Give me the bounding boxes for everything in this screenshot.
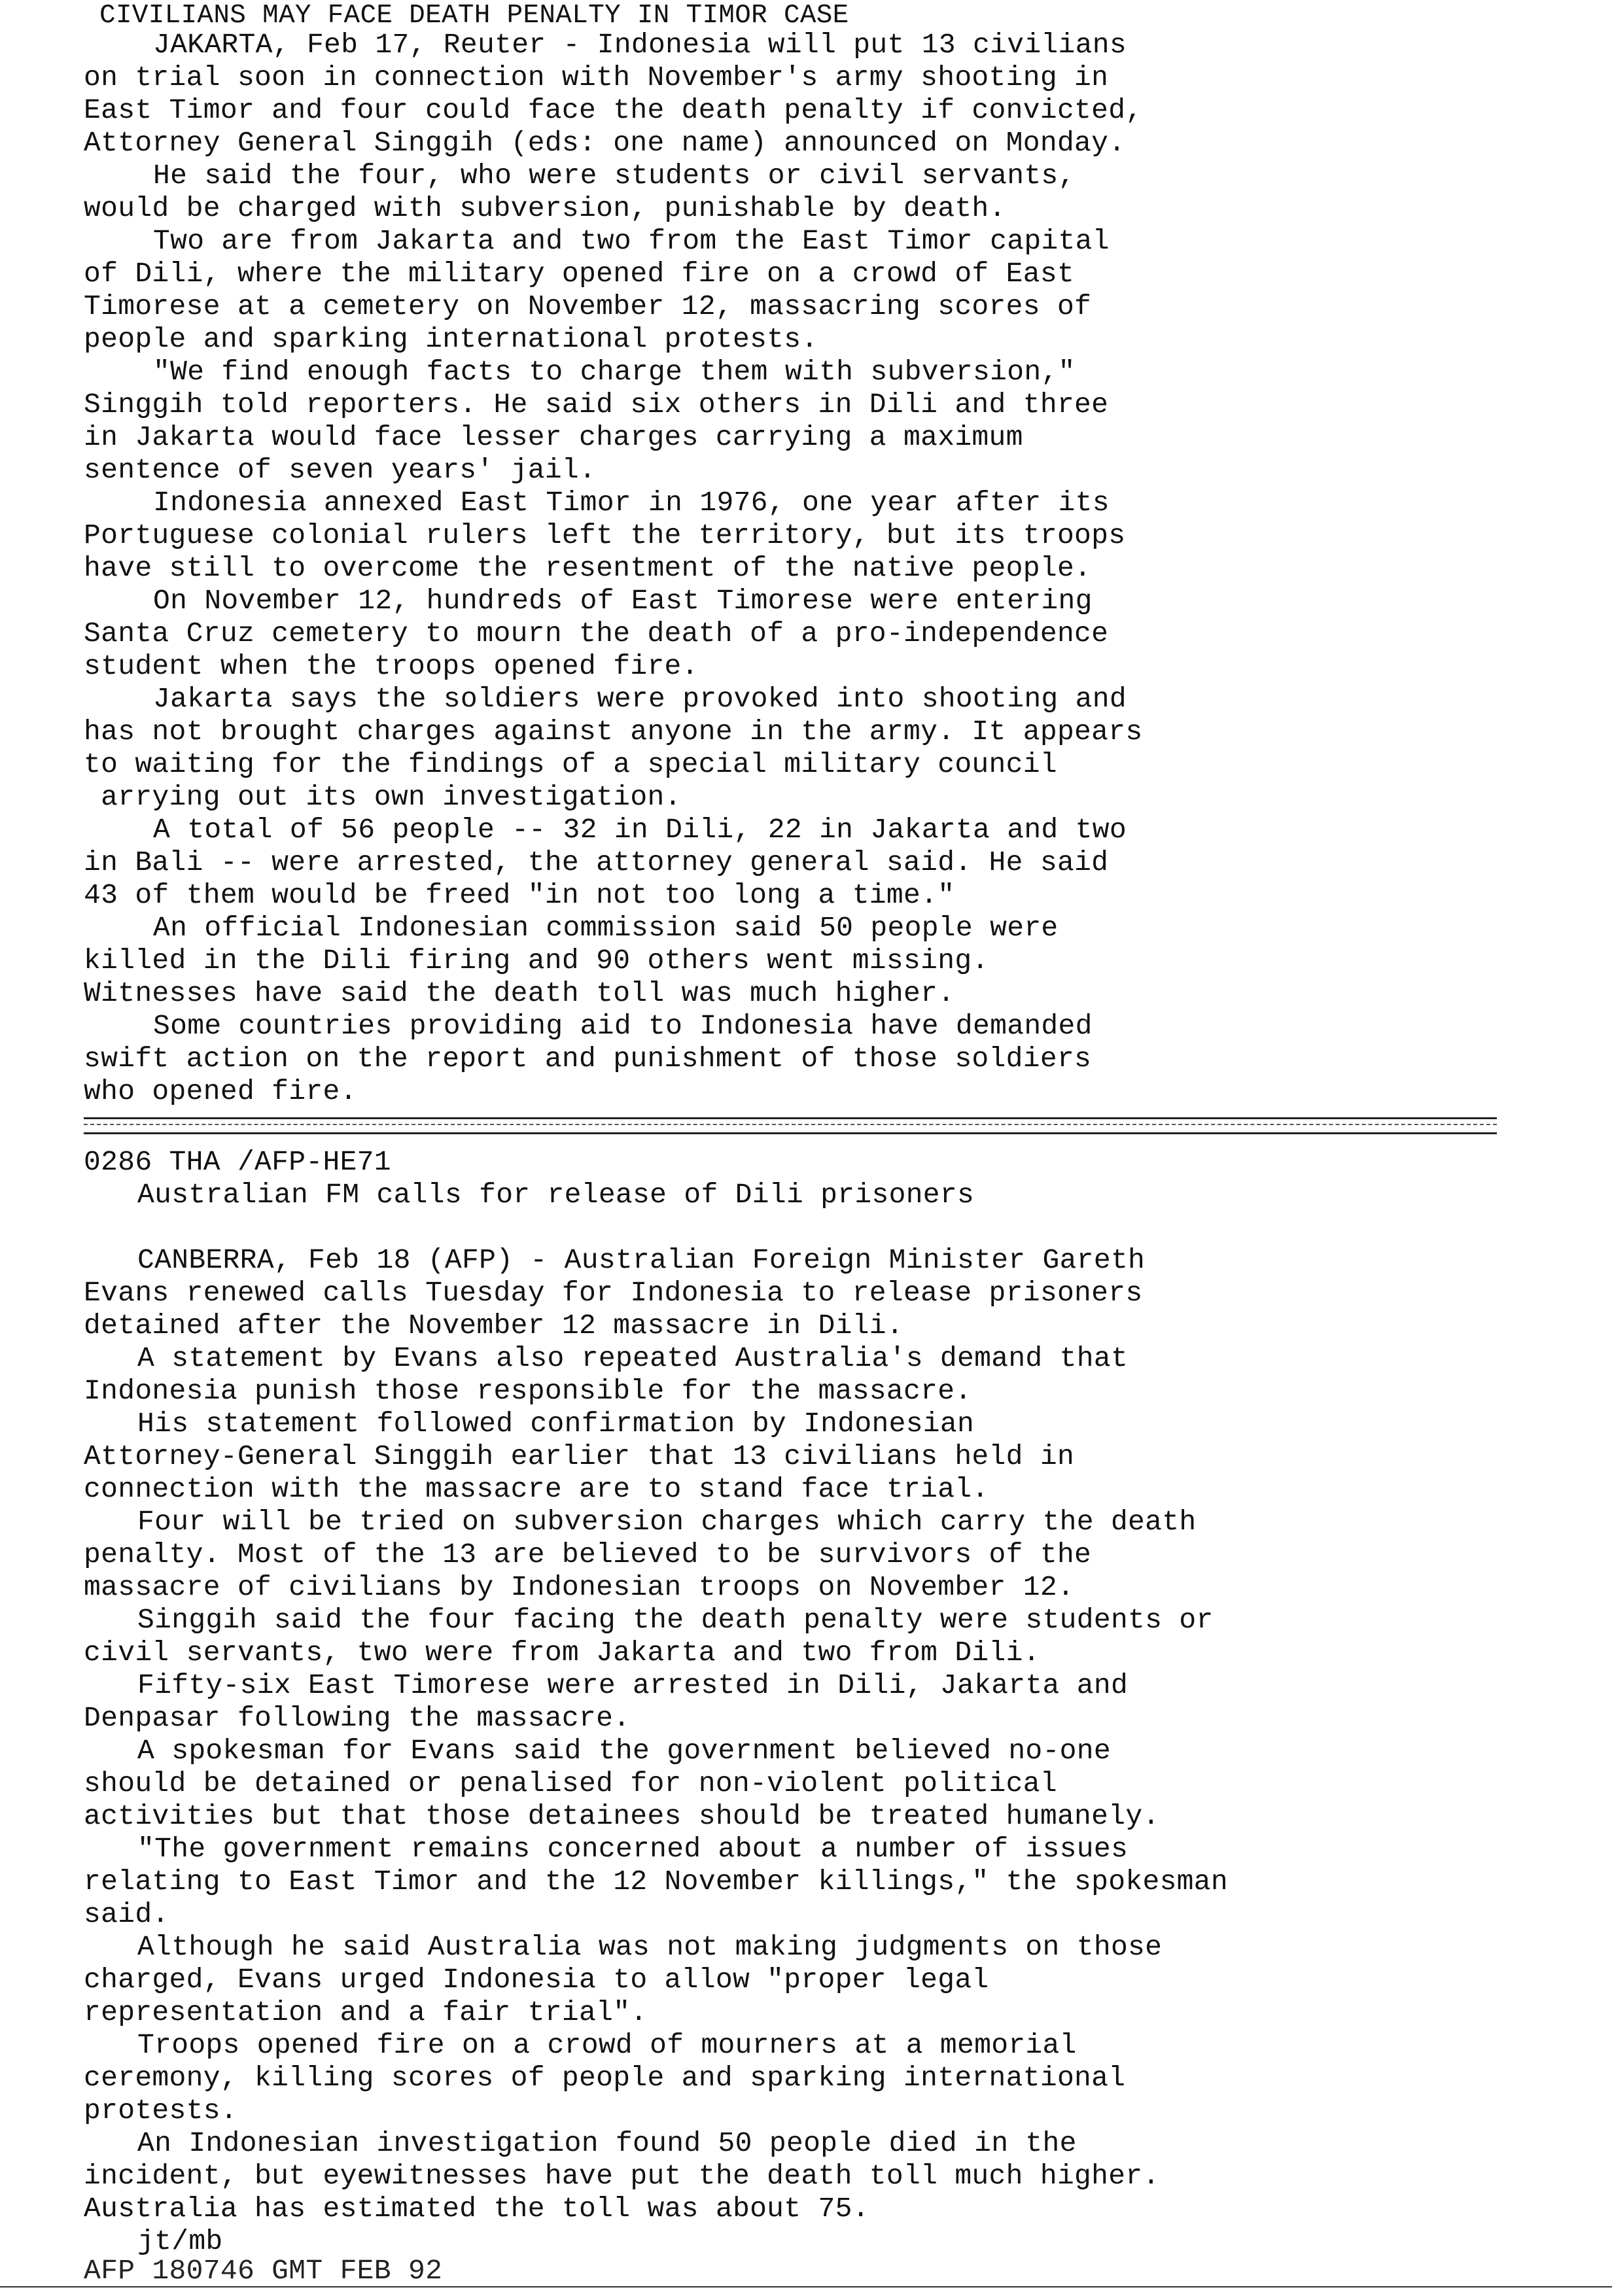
text-line: to waiting for the findings of a special military council [84, 748, 1057, 780]
text-line: Timorese at a cemetery on November 12, massacring scores of [84, 290, 1092, 322]
text-line: Australia has estimated the toll was about 75. [84, 2193, 869, 2225]
text-line: On November 12, hundreds of East Timorese were entering [153, 585, 1093, 617]
text-line: swift action on the report and punishment of those soldiers [84, 1043, 1092, 1075]
text-line: activities but that those detainees should be treated humanely. [84, 1800, 1160, 1832]
text-line: on trial soon in connection with November's army shooting in [84, 61, 1109, 94]
text-line: of Dili, where the military opened fire on a crowd of East [84, 258, 1075, 290]
text-line: Indonesia annexed East Timor in 1976, one year after its [153, 487, 1110, 519]
story-1-body [84, 29, 1142, 1108]
text-line: Singgih said the four facing the death penalty were students or [137, 1604, 1214, 1636]
blank-line [84, 1211, 1228, 1244]
text-line: representation and a fair trial". [84, 1996, 648, 2028]
text-line: An Indonesian investigation found 50 people died in the [137, 2127, 1077, 2159]
text-line: penalty. Most of the 13 are believed to be survivors of the [84, 1539, 1092, 1571]
text-line: has not brought charges against anyone in the army. It appears [84, 716, 1143, 748]
text-line: Some countries providing aid to Indonesia have demanded [153, 1010, 1093, 1042]
text-line: "The government remains concerned about a number of issues [137, 1833, 1129, 1865]
text-line: Two are from Jakarta and two from the East Timor capital [153, 225, 1110, 257]
story-1-headline: CIVILIANS MAY FACE DEATH PENALTY IN TIMOR CASE [99, 1, 849, 31]
text-line: A statement by Evans also repeated Australia's demand that [137, 1342, 1129, 1374]
text-line: said. [84, 1898, 169, 1930]
text-line: JAKARTA, Feb 17, Reuter - Indonesia will put 13 civilians [153, 29, 1127, 61]
text-line: Witnesses have said the death toll was much higher. [84, 977, 955, 1009]
text-line: student when the troops opened fire. [84, 650, 699, 682]
text-line: Santa Cruz cemetery to mourn the death of a pro-independence [84, 617, 1109, 650]
text-line: people and sparking international protests. [84, 323, 818, 355]
text-line: massacre of civilians by Indonesian troops on November 12. [84, 1571, 1075, 1603]
text-line: protests. [84, 2095, 237, 2127]
story-2-body [84, 1244, 1228, 2258]
text-line: civil servants, two were from Jakarta and two from Dili. [84, 1637, 1040, 1669]
wire-footer: AFP 180746 GMT FEB 92 [84, 2255, 443, 2287]
wire-slug: 0286 THA /AFP-HE71 [84, 1146, 391, 1178]
text-line: Four will be tried on subversion charges which carry the death [137, 1506, 1197, 1538]
text-line: He said the four, who were students or civil servants, [153, 160, 1076, 192]
text-line: would be charged with subversion, punishable by death. [84, 192, 1006, 224]
text-line: connection with the massacre are to stand face trial. [84, 1473, 989, 1505]
text-line: A spokesman for Evans said the government believed no-one [137, 1735, 1111, 1767]
bottom-rule [0, 2286, 1612, 2287]
text-line: CANBERRA, Feb 18 (AFP) - Australian Foreign Minister Gareth [137, 1244, 1146, 1276]
text-line: Jakarta says the soldiers were provoked into shooting and [153, 683, 1127, 715]
text-line: Troops opened fire on a crowd of mourners at a memorial [137, 2029, 1077, 2061]
text-line: charged, Evans urged Indonesia to allow "proper legal [84, 1964, 989, 1996]
text-line: Denpasar following the massacre. [84, 1702, 631, 1734]
text-line: Indonesia punish those responsible for the massacre. [84, 1375, 972, 1407]
text-line: Singgih told reporters. He said six others in Dili and three [84, 389, 1109, 421]
text-line: Fifty-six East Timorese were arrested in Dili, Jakarta and [137, 1669, 1129, 1701]
story-2 [84, 1146, 1228, 2287]
text-line: arrying out its own investigation. [84, 781, 682, 813]
text-line: in Bali -- were arrested, the attorney general said. He said [84, 846, 1109, 878]
text-line: Although he said Australia was not making judgments on those [137, 1931, 1163, 1963]
text-line: incident, but eyewitnesses have put the death toll much higher. [84, 2160, 1160, 2192]
text-line: should be detained or penalised for non-violent political [84, 1767, 1057, 1800]
text-line: A total of 56 people -- 32 in Dili, 22 in Jakarta and two [153, 814, 1127, 846]
text-line: sentence of seven years' jail. [84, 454, 597, 486]
text-line: jt/mb [137, 2225, 223, 2257]
text-line: 43 of them would be freed "in not too long a time." [84, 879, 955, 911]
text-line: have still to overcome the resentment of the native people. [84, 552, 1092, 584]
text-line: East Timor and four could face the death penalty if convicted, [84, 94, 1143, 126]
text-line: Attorney-General Singgih earlier that 13 civilians held in [84, 1440, 1075, 1472]
text-line: An official Indonesian commission said 50 people were [153, 912, 1059, 944]
text-line: ceremony, killing scores of people and sparking international [84, 2062, 1126, 2094]
story-separator-rule [84, 1117, 1497, 1134]
text-line: "We find enough facts to charge them with subversion," [153, 356, 1076, 388]
text-line: Evans renewed calls Tuesday for Indonesia to release prisoners [84, 1277, 1143, 1309]
text-line: Attorney General Singgih (eds: one name) announced on Monday. [84, 127, 1126, 159]
text-line: His statement followed confirmation by Indonesian [137, 1408, 975, 1440]
story-1 [84, 3, 1142, 1108]
text-line: Portuguese colonial rulers left the territory, but its troops [84, 519, 1126, 551]
text-line: detained after the November 12 massacre in Dili. [84, 1310, 904, 1342]
story-2-headline: Australian FM calls for release of Dili prisoners [137, 1179, 975, 1211]
text-line: relating to East Timor and the 12 November killings," the spokesman [84, 1866, 1228, 1898]
text-line: who opened fire. [84, 1075, 357, 1107]
text-line: in Jakarta would face lesser charges carrying a maximum [84, 421, 1023, 453]
text-line: killed in the Dili firing and 90 others went missing. [84, 945, 989, 977]
